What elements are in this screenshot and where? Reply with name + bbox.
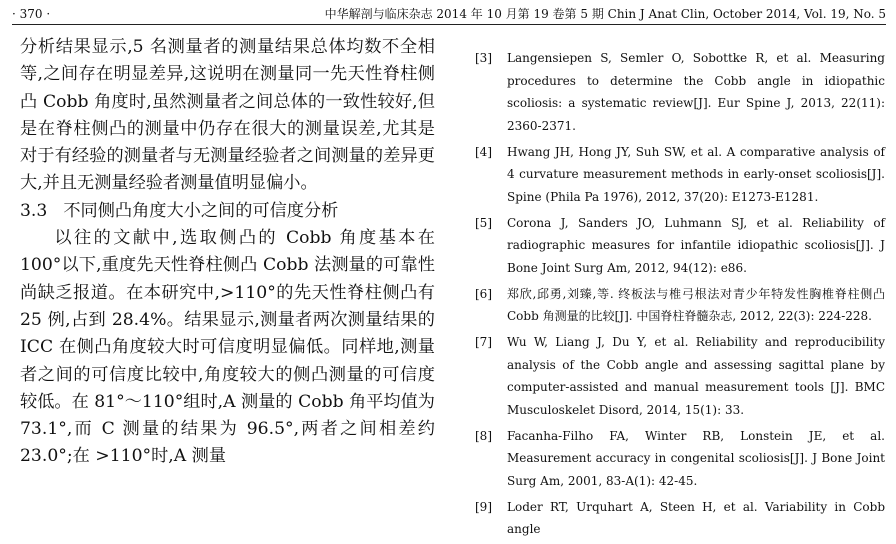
paragraph-reliability: 以往的文献中,选取侧凸的 Cobb 角度基本在 100°以下,重度先天性脊柱侧凸 Cobb 法测量的可靠性尚缺乏报道。在本研究中,>110°的先天性脊柱侧凸有 25 例,占到 28.4%。结果显示,测量者两次测量结果的 ICC 在侧凸角度较大时可信度明显偏低。同样地,测量者之间的可信度比较中,角度较大的侧凸测量的可信度较低。在 81°～110°组时,A 测量的 Cobb 角平均值为 73.1°,而 C 测量的结果为 96.5°,两者之间相差约 23.0°;在 >110°时,A 测量 bbox=[20, 228, 435, 467]
reference-number: [4] bbox=[475, 144, 492, 159]
reference-item bbox=[475, 331, 885, 421]
paragraph-results: 分析结果显示,5 名测量者的测量结果总体均数不全相等,之间存在明显差异,这说明在测量同一先天性脊柱侧凸 Cobb 角度时,虽然测量者之间总体的一致性较好,但是在脊柱侧凸的测量中仍存在很大的测量误差,尤其是对于有经验的测量者与无测量经验者之间测量的差异更大,并且无测量经验者测量值明显偏小。 bbox=[20, 37, 435, 194]
reference-item bbox=[475, 425, 885, 493]
reference-number: [7] bbox=[475, 335, 492, 349]
section-title: 不同侧凸角度大小之间的可信度分析 bbox=[63, 200, 339, 221]
reference-item bbox=[475, 496, 885, 541]
section-number: 3.3 bbox=[20, 200, 48, 221]
section-heading bbox=[20, 198, 435, 225]
reference-text: Hwang JH, Hong JY, Suh SW, et al. A comparative analysis of 4 curvature measurement methods in early-onset scoliosis[J]. Spine (Phila Pa 1976), 2012, 37(20): E1273-E1281. bbox=[507, 144, 885, 204]
reference-number: [5] bbox=[475, 215, 492, 230]
reference-list bbox=[475, 47, 885, 544]
reference-text: Facanha-Filho FA, Winter RB, Lonstein JE, et al. Measurement accuracy in congenital scoliosis[J]. J Bone Joint Surg Am, 2001, 83-A(1): 42-45. bbox=[507, 428, 885, 488]
reference-text: Corona J, Sanders JO, Luhmann SJ, et al. Reliability of radiographic measures for infantile idiopathic scoliosis[J]. J Bone Joint Surg Am, 2012, 94(12): e86. bbox=[507, 215, 885, 275]
reference-item bbox=[475, 283, 885, 328]
reference-text: 郑欣,邱勇,刘臻,等. 终板法与椎弓根法对青少年特发性胸椎脊柱侧凸 Cobb 角测量的比较[J]. 中国脊柱脊髓杂志, 2012, 22(3): 224-228. bbox=[507, 286, 885, 323]
running-header bbox=[12, 4, 886, 24]
reference-item bbox=[475, 212, 885, 280]
reference-text: Wu W, Liang J, Du Y, et al. Reliability and reproducibility analysis of the Cobb angle and assessing sagittal plane by computer-assisted and manual measurement tools [J]. BMC Musculoskelet Disord, 2014, 15(1): 33. bbox=[507, 335, 885, 417]
page-number: · 370 · bbox=[12, 7, 51, 21]
reference-number: [6] bbox=[475, 286, 492, 301]
left-column-body bbox=[20, 34, 435, 471]
reference-item bbox=[475, 141, 885, 209]
header-rule bbox=[12, 24, 886, 25]
reference-number: [3] bbox=[475, 51, 492, 65]
journal-citation-header: 中华解剖与临床杂志 2014 年 10 月第 19 卷第 5 期 Chin J Anat Clin, October 2014, Vol. 19, No. 5 bbox=[324, 7, 886, 21]
reference-number: [8] bbox=[475, 428, 492, 443]
reference-text: Langensiepen S, Semler O, Sobottke R, et al. Measuring procedures to determine the Cobb angle in idiopathic scoliosis: a systematic review[J]. Eur Spine J, 2013, 22(11): 2360-2371. bbox=[507, 51, 885, 133]
reference-text: Loder RT, Urquhart A, Steen H, et al. Variability in Cobb angle bbox=[507, 499, 885, 536]
reference-item bbox=[475, 47, 885, 137]
reference-number: [9] bbox=[475, 499, 492, 514]
